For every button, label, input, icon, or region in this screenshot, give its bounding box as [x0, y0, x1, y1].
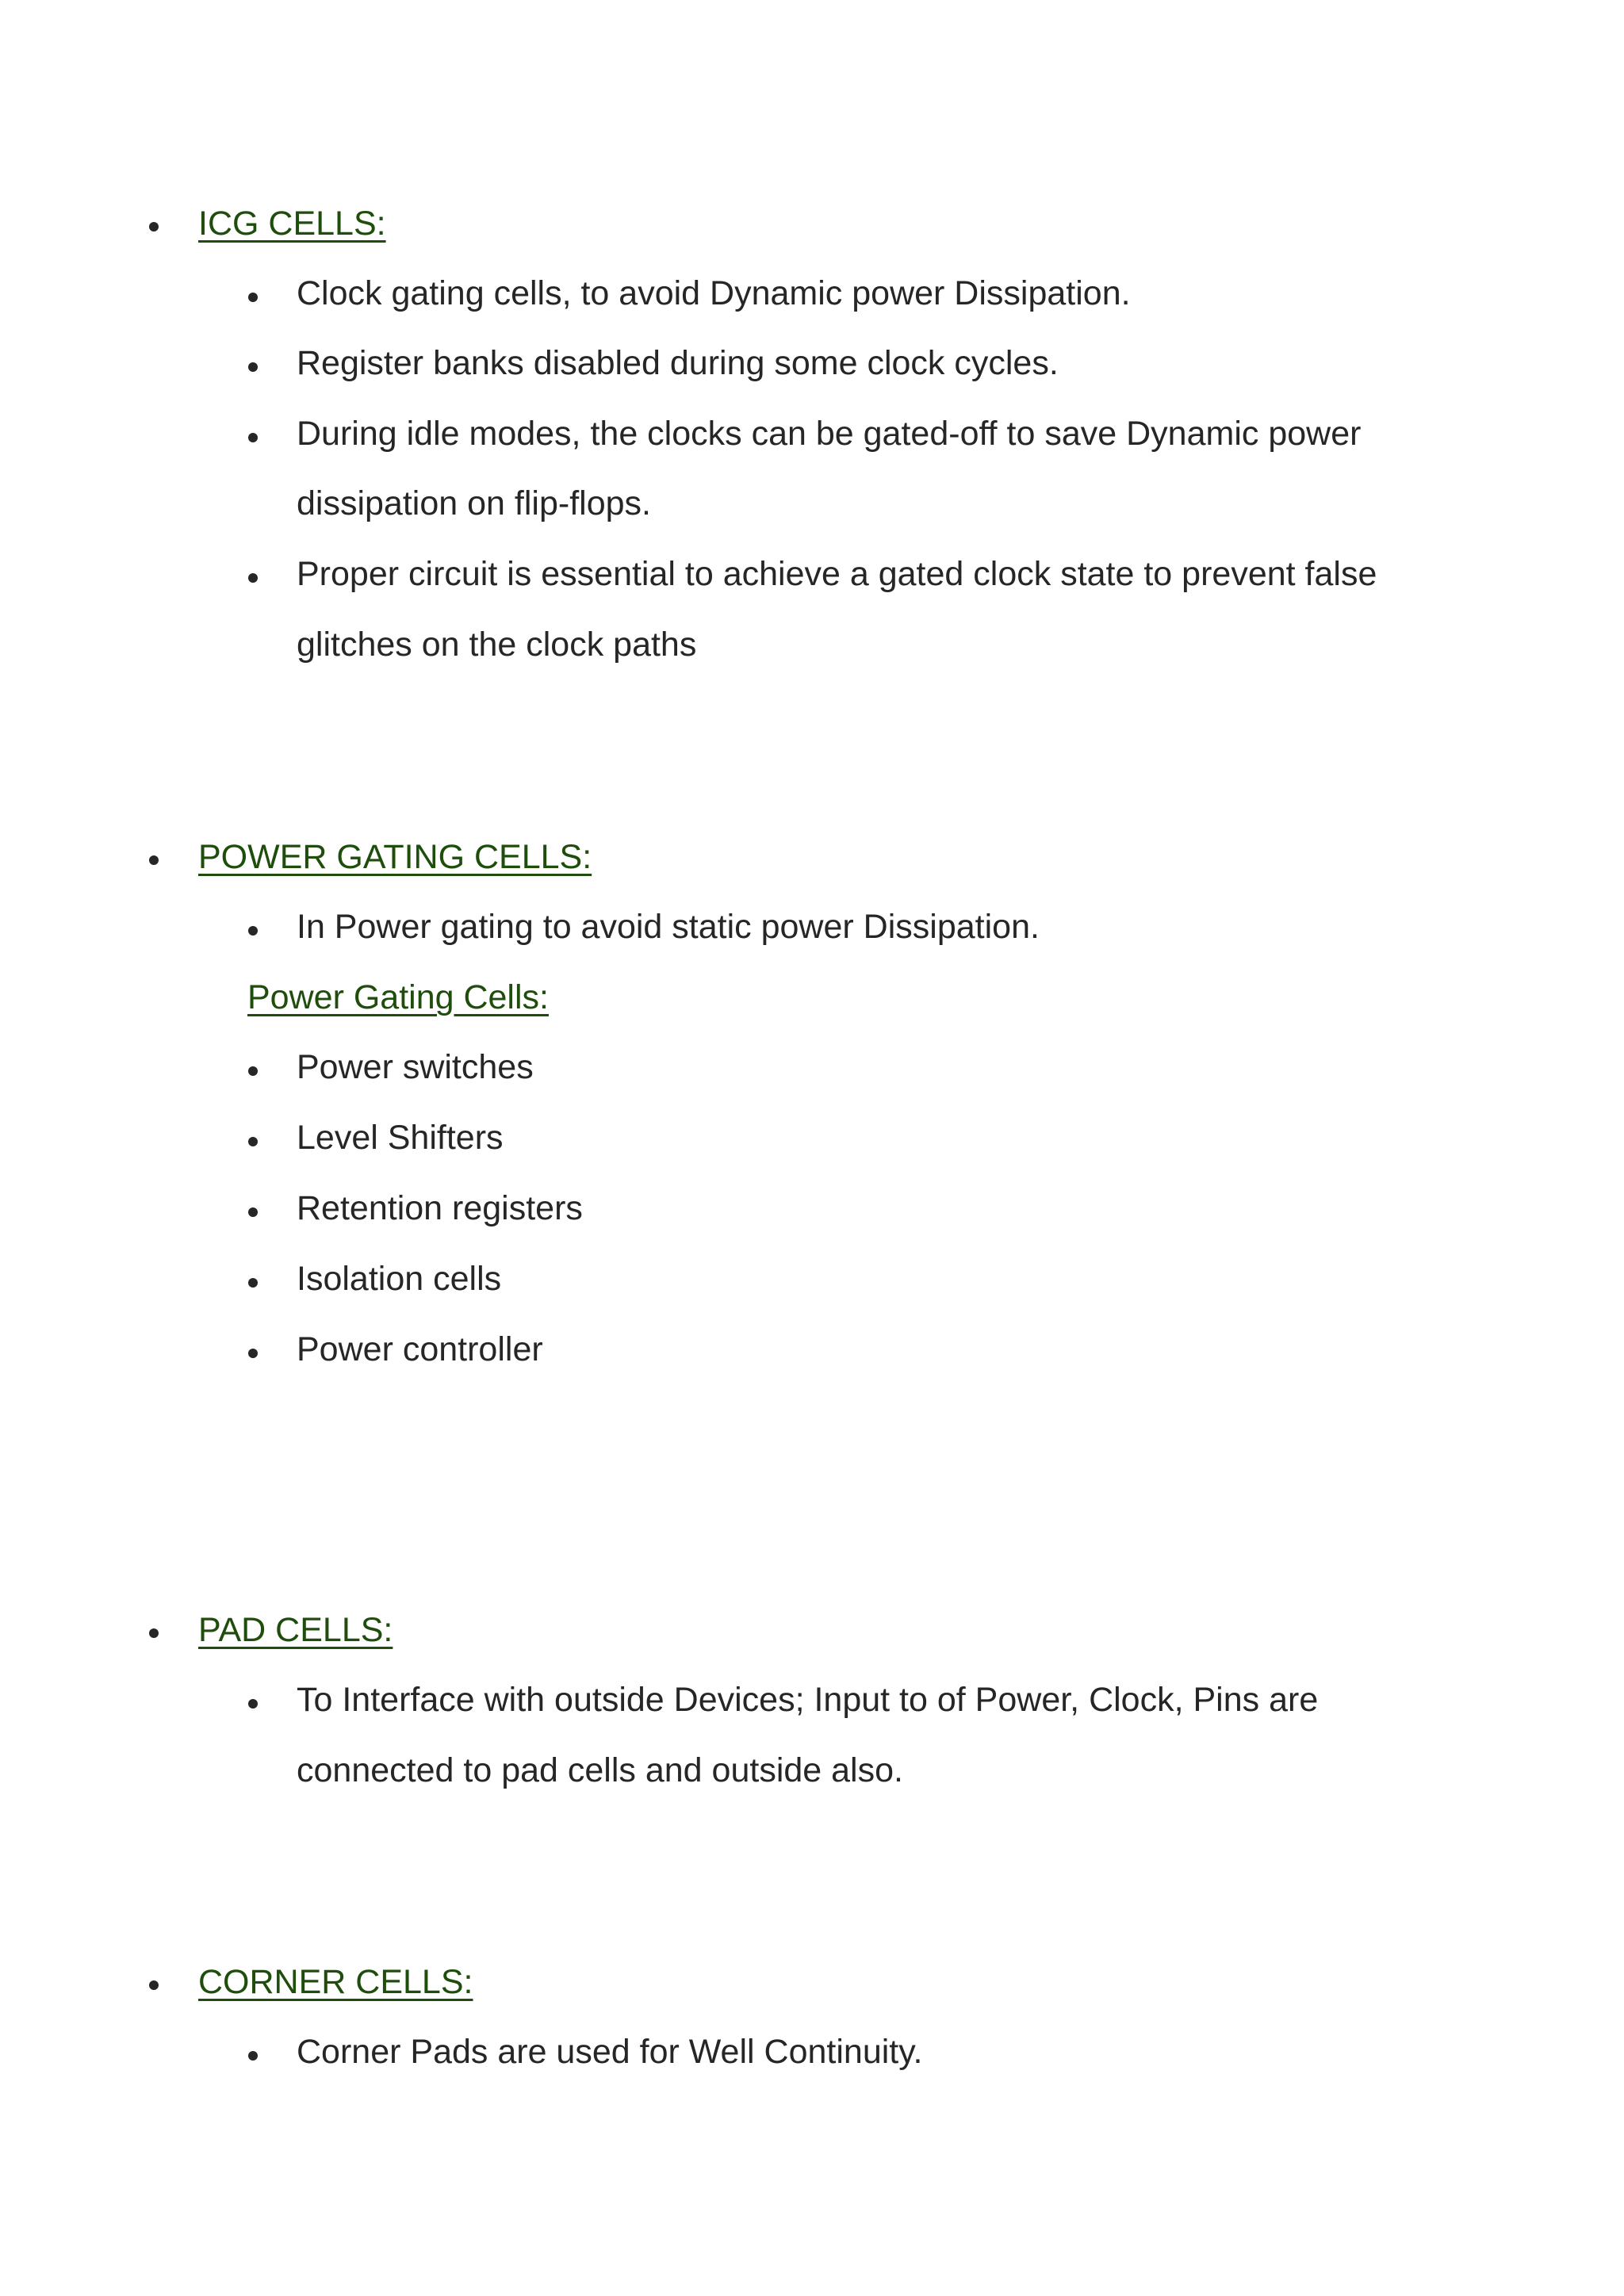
section-heading-pad: PAD CELLS:	[198, 1611, 393, 1649]
list-item-continuation: dissipation on flip-flops.	[297, 484, 651, 522]
bullet-icon	[248, 1349, 258, 1358]
list-item-continuation: connected to pad cells and outside also.	[297, 1751, 903, 1789]
list-item: In Power gating to avoid static power Dissipation.	[297, 908, 1040, 946]
list-item: Corner Pads are used for Well Continuity.	[297, 2033, 923, 2071]
list-item: Power switches	[297, 1048, 534, 1086]
list-item-continuation: glitches on the clock paths	[297, 626, 697, 664]
bullet-icon	[248, 1066, 258, 1076]
bullet-icon	[149, 222, 159, 232]
list-item: Proper circuit is essential to achieve a gated clock state to prevent false	[297, 555, 1377, 593]
bullet-icon	[149, 855, 159, 865]
list-item: Register banks disabled during some clock cycles.	[297, 344, 1059, 382]
bullet-icon	[248, 433, 258, 442]
bullet-icon	[248, 2051, 258, 2061]
list-item: Isolation cells	[297, 1260, 502, 1298]
bullet-icon	[248, 1278, 258, 1288]
list-item: To Interface with outside Devices; Input to of Power, Clock, Pins are	[297, 1681, 1319, 1719]
bullet-icon	[248, 926, 258, 936]
section-heading-corner: CORNER CELLS:	[198, 1963, 473, 2001]
subheading-power-gating-cells: Power Gating Cells:	[247, 978, 549, 1016]
bullet-icon	[149, 1628, 159, 1638]
bullet-icon	[248, 362, 258, 372]
bullet-icon	[149, 1980, 159, 1990]
section-heading-power-gating: POWER GATING CELLS:	[198, 838, 592, 876]
section-heading-icg: ICG CELLS:	[198, 205, 386, 243]
bullet-icon	[248, 1137, 258, 1146]
list-item: Clock gating cells, to avoid Dynamic power Dissipation.	[297, 274, 1131, 312]
list-item: Retention registers	[297, 1189, 583, 1227]
bullet-icon	[248, 573, 258, 583]
list-item: During idle modes, the clocks can be gated-off to save Dynamic power	[297, 415, 1362, 453]
list-item: Level Shifters	[297, 1119, 504, 1157]
list-item: Power controller	[297, 1330, 543, 1368]
bullet-icon	[248, 293, 258, 302]
bullet-icon	[248, 1207, 258, 1217]
bullet-icon	[248, 1699, 258, 1709]
